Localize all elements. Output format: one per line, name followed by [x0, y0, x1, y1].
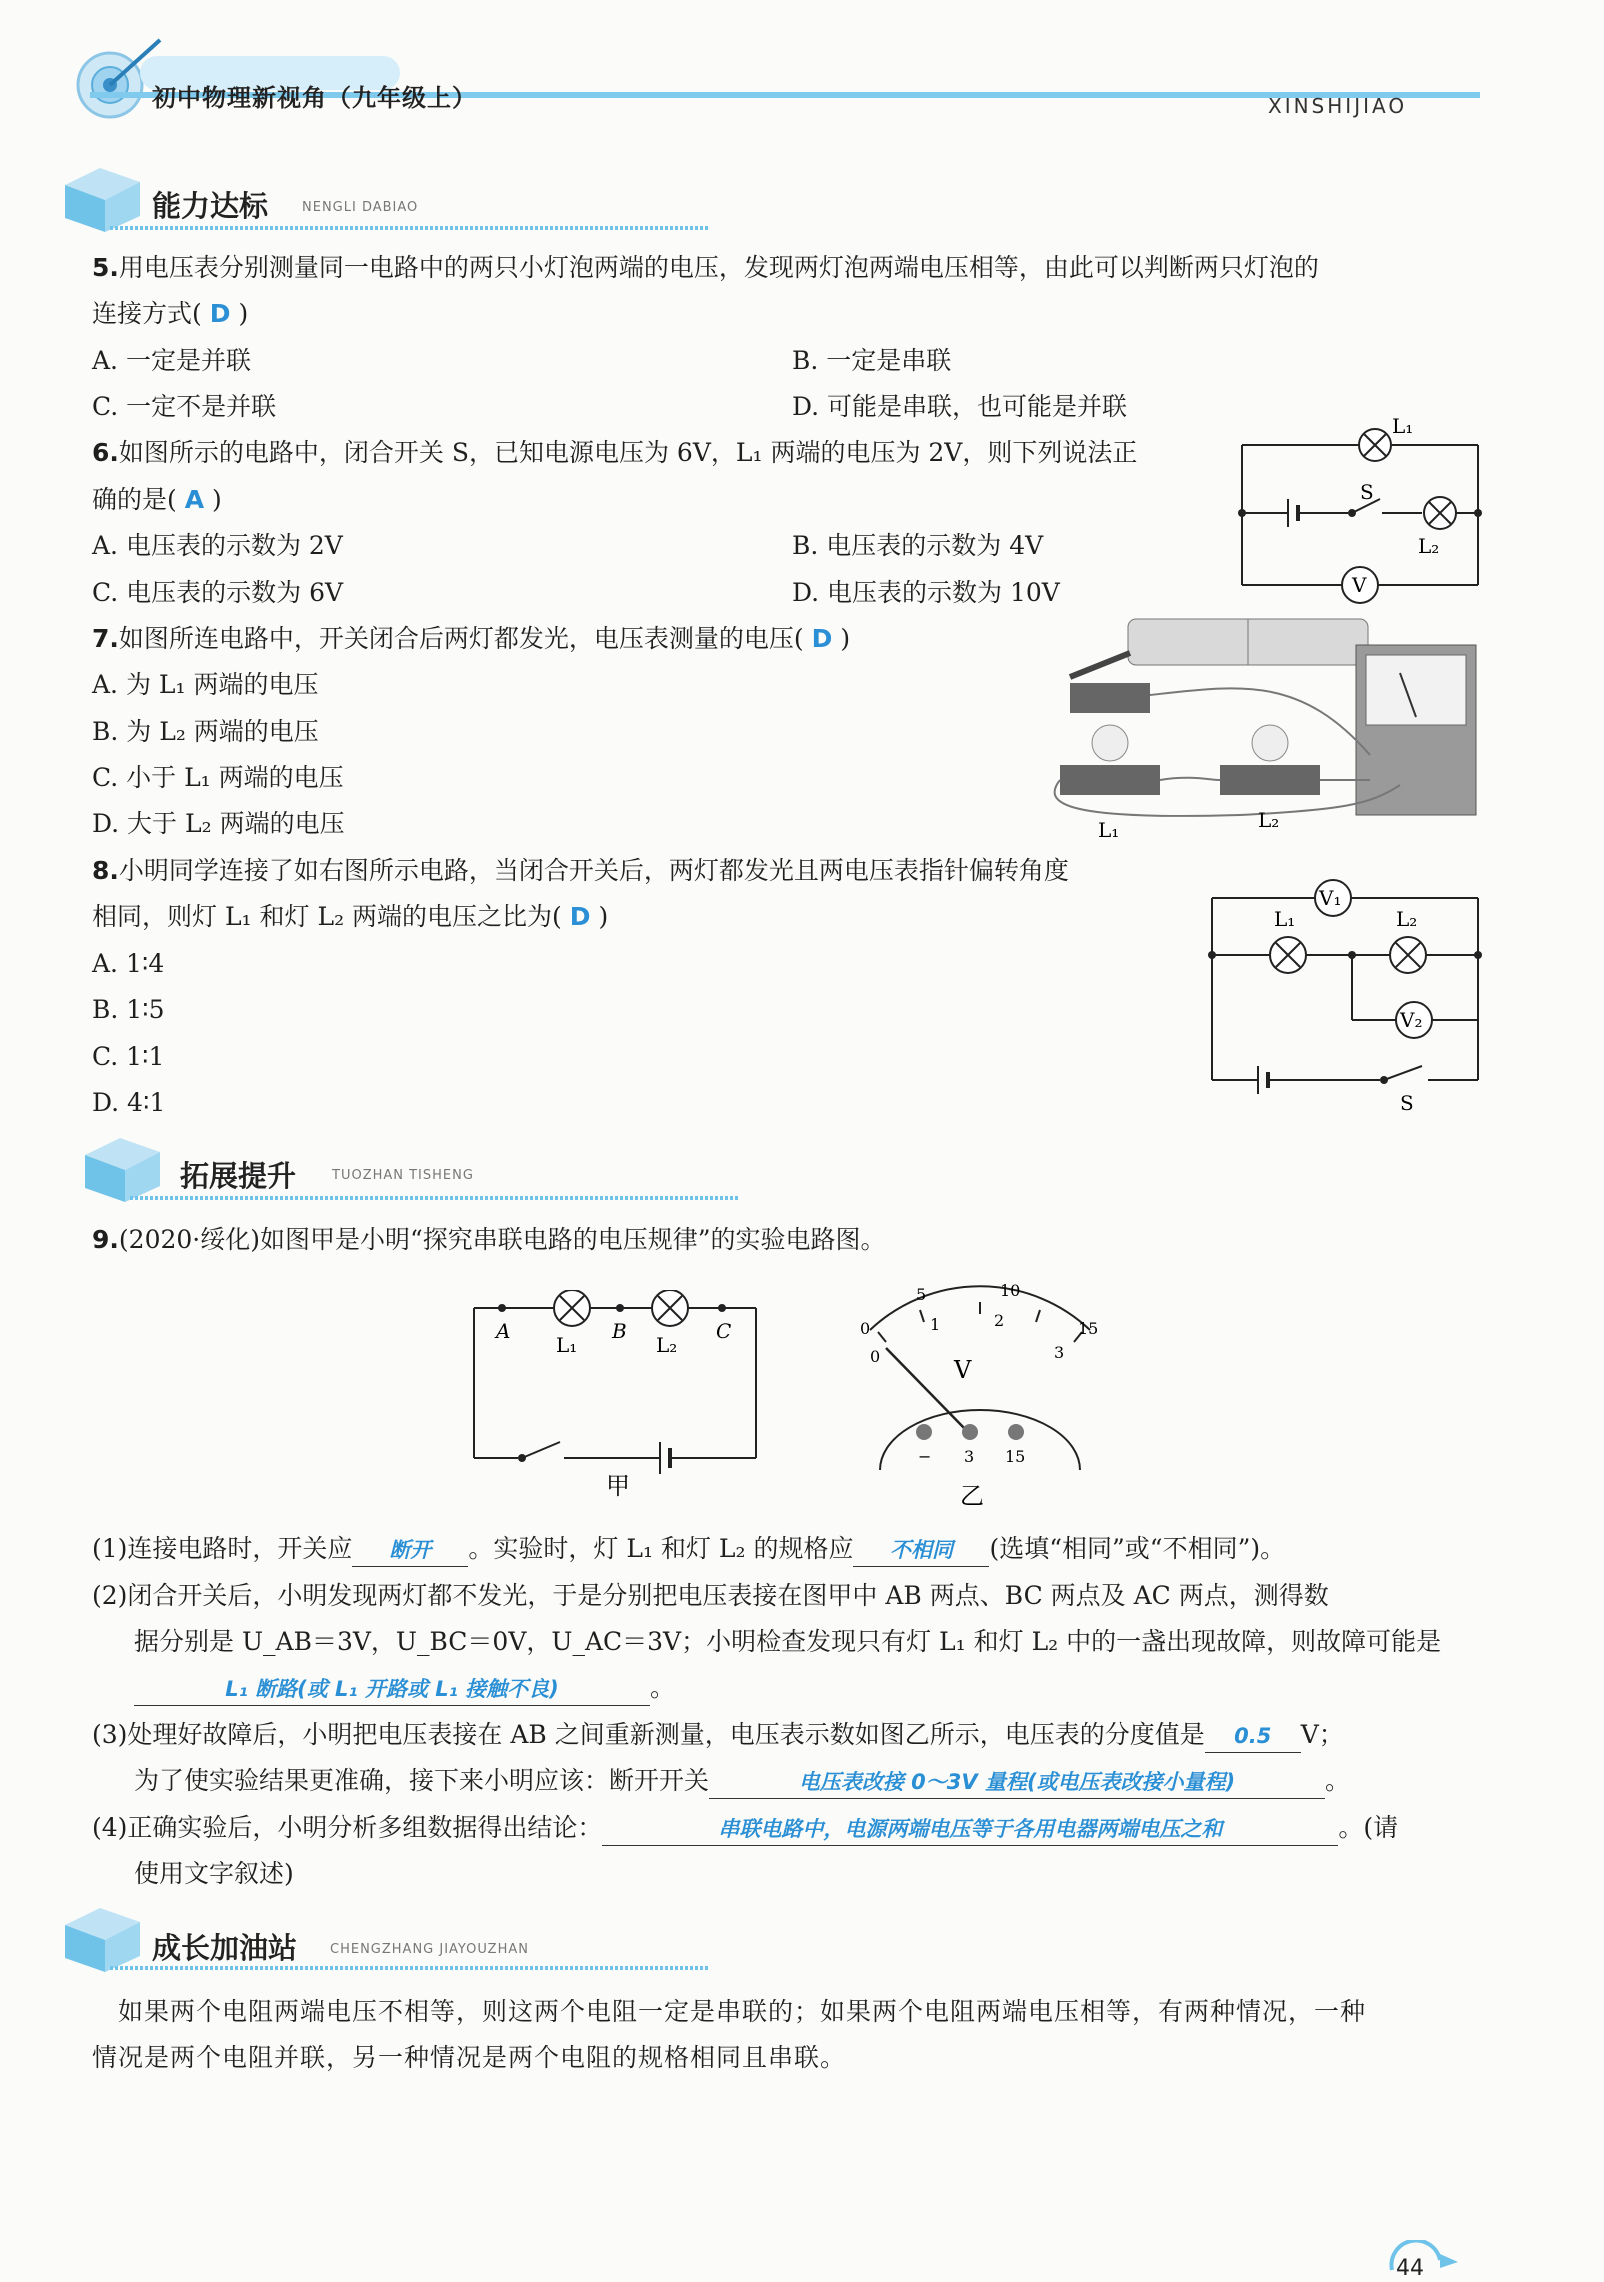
switch-icon — [522, 1442, 560, 1458]
q9-fill-5: 电压表改接 0～3V 量程(或电压表改接小量程) — [709, 1766, 1325, 1799]
svg-text:15: 15 — [1078, 1319, 1099, 1338]
q6-option-a: A. 电压表的示数为 2V — [92, 531, 343, 560]
q6-answer: A — [184, 485, 205, 514]
q6-option-d: D. 电压表的示数为 10V — [792, 578, 1060, 607]
q9-part2-line1: (2)闭合开关后，小明发现两灯都不发光，于是分别把电压表接在图甲中 AB 两点、BC 两点及 AC 两点，测得数 — [92, 1581, 1329, 1610]
terminal-15-icon — [1008, 1424, 1024, 1440]
q9-fill-6: 串联电路中，电源两端电压等于各用电器两端电压之和 — [602, 1813, 1338, 1846]
q7-option-d: D. 大于 L₂ 两端的电压 — [92, 809, 345, 838]
svg-text:L₁: L₁ — [1274, 907, 1296, 931]
q5-line2: 连接方式( D ) — [92, 299, 249, 328]
q9-part2-line2: 据分别是 U_AB＝3V，U_BC＝0V，U_AC＝3V；小明检查发现只有灯 L₁ 和灯 L₂ 中的一盏出现故障，则故障可能是 — [134, 1627, 1442, 1656]
q8-answer: D — [569, 902, 591, 931]
section-title-2: 拓展提升 — [180, 1159, 297, 1193]
q6-option-c: C. 电压表的示数为 6V — [92, 578, 344, 607]
svg-text:L₁: L₁ — [556, 1333, 578, 1357]
q5-option-c: C. 一定不是并联 — [92, 392, 277, 421]
q9-part4-line1: (4)正确实验后，小明分析多组数据得出结论： 串联电路中，电源两端电压等于各用电器两端电压之和 。(请 — [92, 1812, 1398, 1846]
q9-intro: 9.(2020·绥化)如图甲是小明“探究串联电路的电压规律”的实验电路图。 — [92, 1225, 886, 1254]
q6-line2: 确的是( A ) — [92, 485, 222, 514]
q9-figure-b-voltmeter — [850, 1270, 1110, 1510]
svg-text:0: 0 — [870, 1347, 881, 1366]
q8-option-c: C. 1∶1 — [92, 1042, 165, 1071]
svg-text:S: S — [1360, 480, 1374, 504]
svg-text:A: A — [496, 1319, 511, 1343]
q9-part1: (1)连接电路时，开关应 断开 。实验时，灯 L₁ 和灯 L₂ 的规格应 不相同 (选填“相同”或“不相同”)。 — [92, 1533, 1285, 1567]
svg-text:L₂: L₂ — [1396, 907, 1418, 931]
q9-part2-line3: L₁ 断路(或 L₁ 开路或 L₁ 接触不良) 。 — [134, 1672, 675, 1706]
lamp-holder-l2-icon — [1220, 765, 1320, 795]
q6-circuit-diagram — [1230, 415, 1490, 615]
section-title-3: 成长加油站 — [152, 1931, 298, 1965]
svg-text:3: 3 — [964, 1447, 975, 1466]
q7-option-c: C. 小于 L₁ 两端的电压 — [92, 763, 344, 792]
svg-text:V: V — [954, 1356, 972, 1384]
svg-text:−: − — [918, 1447, 932, 1466]
svg-text:10: 10 — [1000, 1281, 1021, 1300]
q9-fill-2: 不相同 — [853, 1534, 989, 1567]
svg-text:L₂: L₂ — [1418, 534, 1440, 558]
header-right-text: XINSHIJIAO — [1268, 94, 1408, 118]
svg-text:V: V — [1352, 573, 1367, 597]
knife-switch-icon — [1070, 683, 1150, 713]
svg-text:0: 0 — [860, 1319, 871, 1338]
svg-text:L₁: L₁ — [1098, 818, 1120, 842]
q8-circuit-diagram — [1200, 870, 1490, 1120]
svg-text:V₂: V₂ — [1400, 1008, 1423, 1032]
section-title-1: 能力达标 — [152, 189, 269, 223]
q7-option-a: A. 为 L₁ 两端的电压 — [92, 670, 319, 699]
q9-fill-4: 0.5 — [1205, 1720, 1301, 1753]
q9-part4-line2: 使用文字叙述) — [134, 1859, 294, 1888]
svg-text:3: 3 — [1054, 1343, 1065, 1362]
svg-text:L₂: L₂ — [1258, 808, 1280, 832]
q8-option-d: D. 4∶1 — [92, 1088, 166, 1117]
svg-text:L₂: L₂ — [656, 1333, 678, 1357]
q8-line1: 8.小明同学连接了如右图所示电路，当闭合开关后，两灯都发光且两电压表指针偏转角度 — [92, 856, 1069, 885]
q9-fill-3: L₁ 断路(或 L₁ 开路或 L₁ 接触不良) — [134, 1673, 650, 1706]
q7-answer: D — [811, 624, 833, 653]
lamp-holder-l1-icon — [1060, 765, 1160, 795]
svg-text:15: 15 — [1005, 1447, 1026, 1466]
svg-text:L₁: L₁ — [1392, 415, 1414, 438]
svg-text:乙: 乙 — [960, 1482, 984, 1510]
q7-option-b: B. 为 L₂ 两端的电压 — [92, 717, 319, 746]
svg-text:2: 2 — [994, 1311, 1005, 1330]
q9-fill-1: 断开 — [352, 1534, 468, 1567]
tip-line1: 如果两个电阻两端电压不相等，则这两个电阻一定是串联的；如果两个电阻两端电压相等，有两种情况，一种 — [118, 1997, 1367, 2026]
switch-s-icon — [1384, 1066, 1422, 1080]
book-title: 初中物理新视角（九年级上） — [152, 84, 477, 112]
q8-option-a: A. 1∶4 — [92, 949, 165, 978]
svg-text:甲: 甲 — [606, 1472, 630, 1500]
terminal-3-icon — [962, 1424, 978, 1440]
q8-option-b: B. 1∶5 — [92, 995, 165, 1024]
section-subtitle-3: CHENGZHANG JIAYOUZHAN — [330, 1942, 529, 1957]
q5-option-a: A. 一定是并联 — [92, 346, 251, 375]
q9-figure-a-circuit — [460, 1290, 780, 1500]
q6-line1: 6.如图所示的电路中，闭合开关 S，已知电源电压为 6V，L₁ 两端的电压为 2V，则下列说法正 — [92, 438, 1138, 467]
svg-text:5: 5 — [916, 1285, 927, 1304]
q5-line1: 5.用电压表分别测量同一电路中的两只小灯泡两端的电压，发现两灯泡两端电压相等，由此可以判断两只灯泡的 — [92, 253, 1319, 282]
tip-line2: 情况是两个电阻并联，另一种情况是两个电阻的规格相同且串联。 — [92, 2043, 847, 2072]
q9-part3-line1: (3)处理好故障后，小明把电压表接在 AB 之间重新测量，电压表示数如图乙所示，电压表的分度值是 0.5 V； — [92, 1719, 1344, 1753]
svg-text:1: 1 — [930, 1315, 941, 1334]
section-subtitle-1: NENGLI DABIAO — [302, 200, 419, 215]
svg-text:C: C — [716, 1319, 732, 1343]
q9-part3-line2: 为了使实验结果更准确，接下来小明应该：断开开关 电压表改接 0～3V 量程(或电压表改接小量程) 。 — [134, 1765, 1350, 1799]
q5-option-d: D. 可能是串联，也可能是并联 — [792, 392, 1128, 421]
q8-line2: 相同，则灯 L₁ 和灯 L₂ 两端的电压之比为( D ) — [92, 902, 609, 931]
q5-answer: D — [209, 299, 231, 328]
q5-option-b: B. 一定是串联 — [792, 346, 952, 375]
svg-text:B: B — [612, 1319, 627, 1343]
svg-text:S: S — [1400, 1091, 1414, 1115]
svg-text:V₁: V₁ — [1319, 886, 1342, 910]
q7-line1: 7.如图所连电路中，开关闭合后两灯都发光，电压表测量的电压( D ) — [92, 624, 851, 653]
q6-option-b: B. 电压表的示数为 4V — [792, 531, 1044, 560]
page-number: 44 — [1396, 2256, 1424, 2281]
section-subtitle-2: TUOZHAN TISHENG — [332, 1168, 474, 1183]
terminal-minus-icon — [916, 1424, 932, 1440]
q7-physical-circuit — [1040, 605, 1490, 845]
